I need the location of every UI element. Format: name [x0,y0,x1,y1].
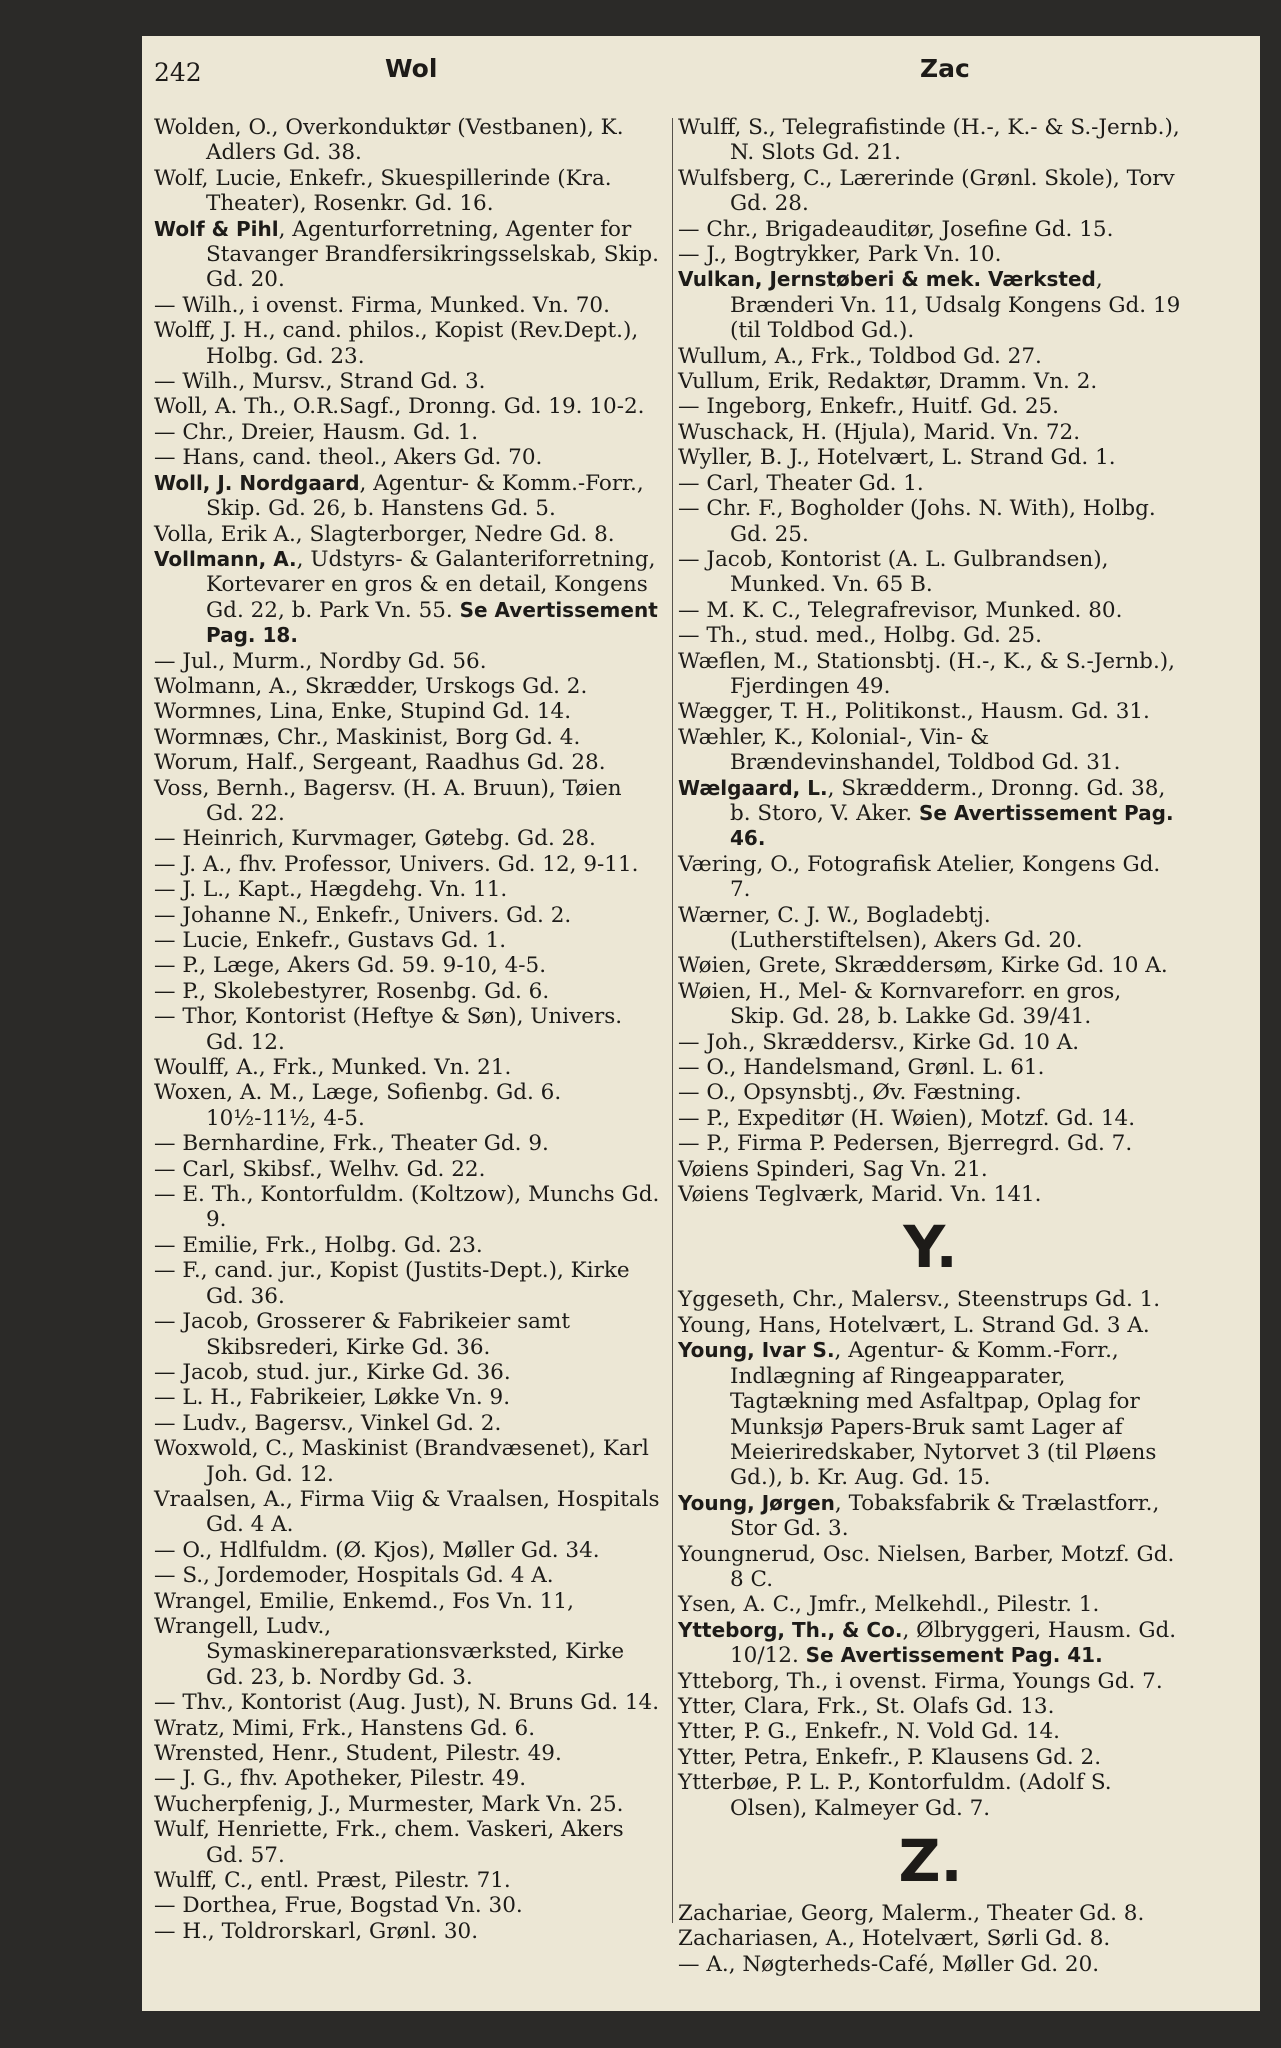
directory-entry: Ytter, Petra, Enkefr., P. Klausens Gd. 2. [678,1744,1102,1770]
directory-entry: — Chr., Dreier, Hausm. Gd. 1. [154,419,479,445]
directory-entry: Wratz, Mimi, Frk., Hanstens Gd. 6. [154,1715,536,1741]
directory-entry: Woxwold, C., Maskinist (Brandvæsenet), Karl Joh. Gd. 12. [154,1436,649,1487]
entry-name-bold: Vollmann, A. [154,546,297,571]
advert-reference: Se Avertissement Pag. 18. [206,597,658,648]
directory-entry: — Thv., Kontorist (Aug. Just), N. Bruns Gd. 14. [154,1690,660,1716]
directory-entry: — Joh., Skræddersv., Kirke Gd. 10 A. [678,1029,1080,1055]
directory-entry: — L. H., Fabrikeier, Løkke Vn. 9. [154,1385,511,1411]
entry-name-bold: Young, Ivar S. [678,1338,835,1363]
directory-entry: Wæflen, M., Stationsbtj. (H.-, K., & S.-Jernb.), Fjerdingen 49. [678,648,1175,699]
directory-entry: Vøiens Spinderi, Sag Vn. 21. [678,1156,988,1182]
directory-entry: Yggeseth, Chr., Malersv., Steenstrups Gd. 1. [678,1287,1161,1313]
directory-entry: — Ingeborg, Enkefr., Huitf. Gd. 25. [678,394,1060,420]
directory-entry: — J. G., fhv. Apotheker, Pilestr. 49. [154,1766,527,1792]
directory-page [142,36,1260,2011]
directory-entry: — E. Th., Kontorfuldm. (Koltzow), Munchs Gd. 9. [154,1182,660,1233]
directory-entry: Zachariasen, A., Hotelvært, Sørli Gd. 8. [678,1926,1111,1952]
directory-entry: Zachariae, Georg, Malerm., Theater Gd. 8. [678,1901,1145,1926]
directory-entry [678,1491,1183,1542]
directory-entry: — Lucie, Enkefr., Gustavs Gd. 1. [154,928,507,953]
directory-entry: Vullum, Erik, Redaktør, Dramm. Vn. 2. [678,369,1098,395]
directory-entry: — Emilie, Frk., Holbg. Gd. 23. [154,1232,483,1258]
directory-entry: — Th., stud. med., Holbg. Gd. 25. [678,623,1042,649]
directory-entry: — O., Opsynsbtj., Øv. Fæstning. [678,1080,1022,1106]
advert-reference: Se Avertissement Pag. 46. [730,800,1174,851]
directory-entry: Wæhler, K., Kolonial-, Vin- & Brændevinshandel, Toldbod Gd. 31. [678,724,1121,776]
running-head-right: Zac [920,54,970,83]
directory-entry: — Wilh., Mursv., Strand Gd. 3. [154,369,486,395]
entry-text: , Agentur- & Komm.-Forr., Indlægning af Ringeapparater, Tagtækning med Asfaltpap, Oplag for Munksjø Papers-Bruk samt Lager af Meieriredskaber, Nytorvet 3 (til Pløens Gd.), b. Kr. Aug. Gd. 15. [730,1338,1157,1491]
directory-entry: — J., Bogtrykker, Park Vn. 10. [678,242,1002,268]
directory-entry: — Carl, Theater Gd. 1. [678,470,924,496]
directory-entry: Vøiens Teglværk, Marid. Vn. 141. [678,1182,1042,1208]
right-column [678,115,1183,1977]
running-head-left: Wol [385,54,438,83]
directory-entry: — A., Nøgterheds-Café, Møller Gd. 20. [678,1951,1100,1977]
directory-entry: Ytterbøe, P. L. P., Kontorfuldm. (Adolf S. Olsen), Kalmeyer Gd. 7. [678,1770,1112,1821]
directory-entry: — H., Toldrorskarl, Grønl. 30. [154,1918,479,1944]
advert-reference: Se Avertissement Pag. 41. [805,1643,1103,1668]
right-block-y [678,1287,1183,1821]
directory-entry: Wulff, S., Telegrafistinde (H.-, K.- & S.-Jernb.), N. Slots Gd. 21. [678,115,1180,166]
directory-entry: Youngnerud, Osc. Nielsen, Barber, Motzf. Gd. 8 C. [678,1541,1175,1592]
entry-name-bold: Woll, J. Nordgaard [154,470,360,495]
directory-entry: — O., Handelsmand, Grønl. L. 61. [678,1055,1045,1081]
entry-name-bold: Vulkan, Jernstøberi & mek. Værksted [678,267,1096,292]
section-letter-y: Y. [903,1213,958,1282]
directory-entry [678,1338,1183,1490]
directory-entry: Young, Hans, Hotelvært, L. Strand Gd. 3 A. [678,1312,1150,1338]
directory-entry [154,547,664,649]
directory-entry: — S., Jordemoder, Hospitals Gd. 4 A. [154,1563,554,1589]
directory-entry: Volla, Erik A., Slagterborger, Nedre Gd. 8. [154,521,615,547]
directory-entry: Wulf, Henriette, Frk., chem. Vaskeri, Akers Gd. 57. [154,1817,624,1868]
directory-entry: Wyller, B. J., Hotelvært, L. Strand Gd. 1. [678,445,1116,471]
directory-entry: — Jacob, stud. jur., Kirke Gd. 36. [154,1359,511,1385]
entry-text: , Udstyrs- & Galanteriforretning, Kortevarer en gros & en detail, Kongens Gd. 22, b. Park Vn. 55. [206,546,656,623]
entry-text: , Tobaksfabrik & Trælastforr., Stor Gd. 3. [730,1490,1160,1542]
directory-entry: — Carl, Skibsf., Welhv. Gd. 22. [154,1156,486,1182]
directory-entry: — Chr. F., Bogholder (Johs. N. With), Holbg. Gd. 25. [678,496,1156,547]
directory-entry: — M. K. C., Telegrafrevisor, Munked. 80. [678,597,1123,623]
directory-entry: Wærner, C. J. W., Bogladebtj. (Lutherstiftelsen), Akers Gd. 20. [678,902,1083,953]
directory-entry: — Bernhardine, Frk., Theater Gd. 9. [154,1131,549,1157]
directory-entry: Wolden, O., Overkonduktør (Vestbanen), K. Adlers Gd. 38. [154,115,624,166]
directory-entry: — Dorthea, Frue, Bogstad Vn. 30. [154,1893,523,1919]
entry-text: , Agenturforretning, Agenter for Stavanger Brandfersikringsselskab, Skip. Gd. 20. [206,216,659,293]
directory-entry: — Johanne N., Enkefr., Univers. Gd. 2. [154,902,572,928]
directory-entry: — Jacob, Kontorist (A. L. Gulbrandsen), Munked. Vn. 65 B. [678,546,1109,598]
directory-entry: Wormnæs, Chr., Maskinist, Borg Gd. 4. [154,724,581,750]
directory-entry: — Ludv., Bagersv., Vinkel Gd. 2. [154,1410,502,1436]
directory-entry: Wormnes, Lina, Enke, Stupind Gd. 14. [154,699,572,725]
directory-entry: Wolmann, A., Skrædder, Urskogs Gd. 2. [154,673,588,699]
entry-text: , Brænderi Vn. 11, Udsalg Kongens Gd. 19 (til Toldbod Gd.). [730,267,1181,344]
section-letter-z: Z. [898,1827,963,1895]
directory-entry: — Thor, Kontorist (Heftye & Søn), Univers. Gd. 12. [154,1004,623,1055]
directory-entry: Worum, Half., Sergeant, Raadhus Gd. 28. [154,750,606,776]
directory-entry: Wrangel, Emilie, Enkemd., Fos Vn. 11, [154,1588,574,1614]
directory-entry: Wrensted, Henr., Student, Pilestr. 49. [154,1741,562,1766]
directory-entry: — P., Expeditør (H. Wøien), Motzf. Gd. 14. [678,1105,1136,1131]
directory-entry: Wægger, T. H., Politikonst., Hausm. Gd. 31. [678,699,1150,725]
directory-entry: Woxen, A. M., Læge, Sofienbg. Gd. 6. 10½-11½, 4-5. [154,1080,562,1131]
directory-entry: Ytter, Clara, Frk., St. Olafs Gd. 13. [678,1693,1055,1719]
left-column [154,115,664,1944]
directory-entry: — Chr., Brigadeauditør, Josefine Gd. 15. [678,216,1114,242]
entry-text: , Agentur- & Komm.-Forr., Skip. Gd. 26, b. Hanstens Gd. 5. [206,470,644,522]
entry-text: , Ølbryggeri, Hausm. Gd. 10/12. [730,1617,1177,1669]
directory-entry: Woulff, A., Frk., Munked. Vn. 21. [154,1055,512,1081]
column-rule [672,118,673,1923]
directory-entry: Woll, A. Th., O.R.Sagf., Dronng. Gd. 19. 10-2. [154,394,645,420]
right-block-z [678,1901,1183,1977]
directory-entry: — F., cand. jur., Kopist (Justits-Dept.), Kirke Gd. 36. [154,1258,630,1309]
entry-name-bold: Ytteborg, Th., & Co. [678,1617,903,1642]
directory-entry [678,267,1183,343]
directory-entry: Ytter, P. G., Enkefr., N. Vold Gd. 14. [678,1719,1061,1745]
directory-entry: Wøien, Grete, Skræddersøm, Kirke Gd. 10 A. [678,953,1168,979]
right-block-w [678,115,1183,1207]
directory-entry: Wulfsberg, C., Lærerinde (Grønl. Skole), Torv Gd. 28. [678,165,1175,217]
directory-entry: Wulff, C., entl. Præst, Pilestr. 71. [154,1868,511,1894]
directory-entry: — O., Hdlfuldm. (Ø. Kjos), Møller Gd. 34. [154,1537,600,1563]
directory-entry [154,471,664,522]
directory-entry: — Hans, cand. theol., Akers Gd. 70. [154,445,543,471]
directory-entry: — P., Læge, Akers Gd. 59. 9-10, 4-5. [154,953,547,979]
directory-entry: Wrangell, Ludv., Symaskinereparationsværksted, Kirke Gd. 23, b. Nordby Gd. 3. [154,1613,625,1690]
directory-entry: — Jul., Murm., Nordby Gd. 56. [154,648,487,674]
directory-entry: — P., Skolebestyrer, Rosenbg. Gd. 6. [154,978,550,1004]
directory-entry: Wucherpfenig, J., Murmester, Mark Vn. 25. [154,1791,624,1817]
directory-entry [678,1618,1183,1669]
entry-name-bold: Young, Jørgen [678,1490,835,1515]
directory-entry: Vraalsen, A., Firma Viig & Vraalsen, Hospitals Gd. 4 A. [154,1486,660,1538]
directory-entry: — Jacob, Grosserer & Fabrikeier samt Skibsrederi, Kirke Gd. 36. [154,1309,570,1360]
directory-entry: Ytteborg, Th., i ovenst. Firma, Youngs Gd. 7. [678,1668,1163,1694]
directory-entry [678,776,1183,852]
directory-entry: — J. A., fhv. Professor, Univers. Gd. 12, 9-11. [154,851,639,877]
directory-entry: Voss, Bernh., Bagersv. (H. A. Bruun), Tøien Gd. 22. [154,775,622,826]
directory-entry: Wøien, H., Mel- & Kornvareforr. en gros, Skip. Gd. 28, b. Lakke Gd. 39/41. [678,978,1122,1030]
directory-entry: Ysen, A. C., Jmfr., Melkehdl., Pilestr. 1. [678,1592,1100,1618]
entry-text: , Skrædderm., Dronng. Gd. 38, b. Storo, V. Aker. [730,775,1166,826]
page-number: 242 [154,58,202,87]
directory-entry [154,217,664,293]
entry-name-bold: Wælgaard, L. [678,775,828,800]
directory-entry: — Wilh., i ovenst. Firma, Munked. Vn. 70. [154,292,610,318]
directory-entry: Wolff, J. H., cand. philos., Kopist (Rev.Dept.), Holbg. Gd. 23. [154,318,639,369]
directory-entry: Wolf, Lucie, Enkefr., Skuespillerinde (Kra. Theater), Rosenkr. Gd. 16. [154,165,612,217]
directory-entry: Væring, O., Fotografisk Atelier, Kongens Gd. 7. [678,851,1161,903]
entry-name-bold: Wolf & Pihl [154,216,279,241]
directory-entry: Wuschack, H. (Hjula), Marid. Vn. 72. [678,419,1081,445]
directory-entry: Wullum, A., Frk., Toldbod Gd. 27. [678,343,1042,369]
directory-entry: — P., Firma P. Pedersen, Bjerregrd. Gd. 7. [678,1131,1133,1157]
directory-entry: — Heinrich, Kurvmager, Gøtebg. Gd. 28. [154,826,596,852]
directory-entry: — J. L., Kapt., Hægdehg. Vn. 11. [154,877,508,903]
